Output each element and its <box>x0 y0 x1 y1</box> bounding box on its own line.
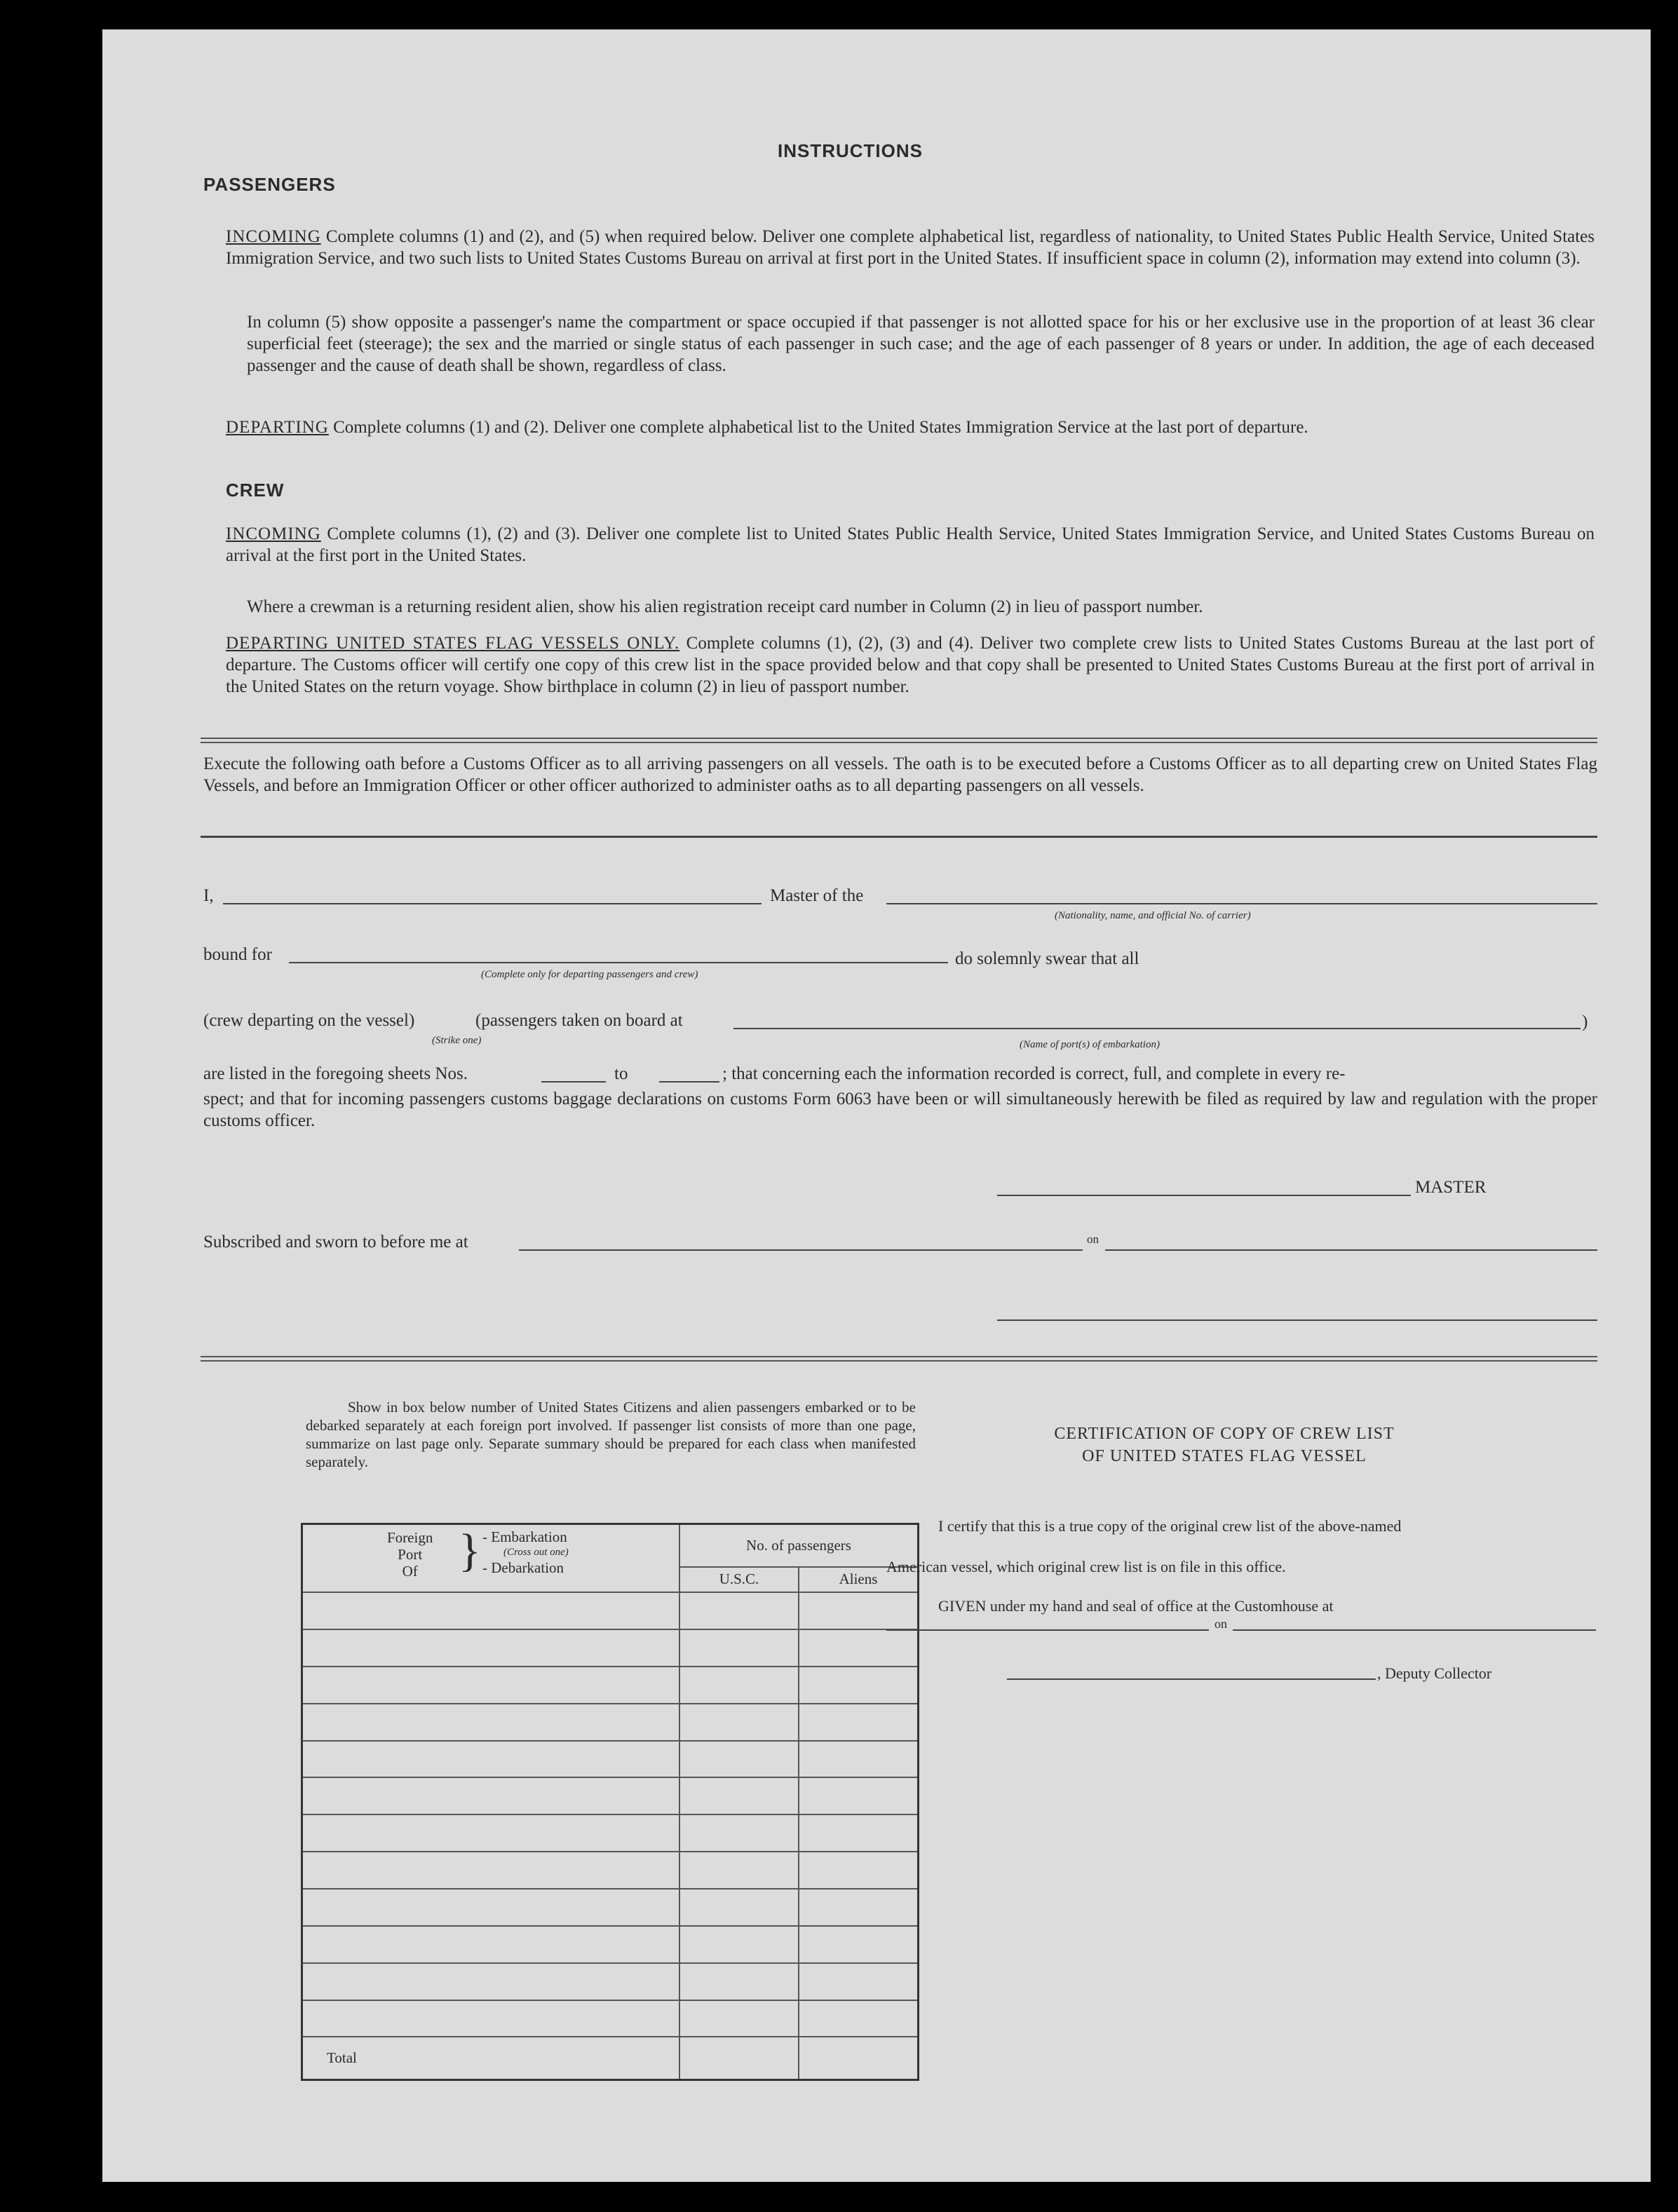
table-row[interactable] <box>302 1592 919 1629</box>
crew-departing-text: Complete columns (1), (2), (3) and (4). Deliver two complete crew lists to United States Customs Bureau at the last port of departure. The Customs officer will certify one copy of this crew list in the space provided below and that copy shall be presented to United States Customs Bureau at the first port of arrival in the United States on the return voyage. Show birthplace in column (2) in lieu of passport number. <box>226 634 1595 696</box>
crew-incoming-paragraph <box>226 523 1595 566</box>
subscribed-label: Subscribed and sworn to before me at <box>203 1233 468 1251</box>
sheets-text-3: spect; and that for incoming passengers customs baggage declarations on customs Form 6063 have been or will simultaneously herewith be filed as required by law and regulation with the proper customs officer. <box>203 1090 1597 1130</box>
master-label: MASTER <box>1415 1178 1487 1197</box>
table-row[interactable] <box>302 1741 919 1778</box>
instructions-title: INSTRUCTIONS <box>778 140 923 161</box>
foreign-label: Foreign <box>387 1529 433 1546</box>
sheet-to-field[interactable] <box>659 1081 719 1083</box>
passenger-summary-table <box>301 1523 919 2081</box>
table-row[interactable] <box>302 1629 919 1667</box>
oath-i-label: I, <box>203 886 214 905</box>
close-paren: ) <box>1582 1012 1588 1031</box>
table-row[interactable] <box>302 1889 919 1926</box>
carrier-field[interactable] <box>886 903 1597 904</box>
embarkation-label: - Embarkation <box>482 1528 567 1545</box>
sheets-to: to <box>614 1064 628 1083</box>
deputy-collector-label: , Deputy Collector <box>1377 1664 1492 1682</box>
passengers-incoming-label: INCOMING <box>226 227 321 246</box>
sheets-text-2: ; that concerning each the information recorded is correct, full, and complete in every re- <box>722 1064 1346 1083</box>
passengers-column5-paragraph: In column (5) show opposite a passenger's name the compartment or space occupied if that passenger is not allotted space for his or her exclusive use in the proportion of at least 36 clear superficial feet (steerage); the sex and the married or single status of each passenger in such case; and the age of each passenger of 8 years or under. In addition, the age of each deceased passenger and the cause of death shall be shown, regardless of class. <box>247 313 1595 375</box>
table-row[interactable] <box>302 1704 919 1741</box>
master-of-the-label: Master of the <box>770 886 864 905</box>
given-text: GIVEN under my hand and seal of office at the Customhouse at <box>938 1597 1334 1615</box>
master-name-field[interactable] <box>223 903 762 904</box>
table-row[interactable] <box>302 1667 919 1704</box>
crew-incoming-text: Complete columns (1), (2) and (3). Deliver one complete list to United States Public Health Service, United States Immigration Service, and United States Customs Bureau on arrival at the first port in the United States. <box>226 524 1595 565</box>
table-row[interactable] <box>302 1814 919 1852</box>
section-divider-2 <box>201 1356 1597 1362</box>
crew-incoming-label: INCOMING <box>226 524 321 543</box>
cert-date-field[interactable] <box>1233 1629 1596 1631</box>
usc-header: U.S.C. <box>679 1567 799 1593</box>
no-passengers-header: No. of passengers <box>679 1524 919 1567</box>
crew-alien-paragraph: Where a crewman is a returning resident alien, show his alien registration receipt card number in Column (2) in lieu of passport number. <box>247 597 1203 616</box>
officer-signature-field[interactable] <box>997 1319 1597 1321</box>
passengers-departing-label: DEPARTING <box>226 418 329 437</box>
oath-divider <box>201 836 1597 838</box>
document-page <box>102 29 1651 2182</box>
summary-instructions: Show in box below number of United States Citizens and alien passengers embarked or to be debarked separately at each foreign port involved. If passenger list consists of more than one page, summarize on last page only. Separate summary should be prepared for each class when manifested separately. <box>306 1399 916 1470</box>
certification-title-2: OF UNITED STATES FLAG VESSEL <box>1082 1447 1367 1465</box>
debarkation-label: - Debarkation <box>482 1559 564 1576</box>
crew-departing-paragraph <box>226 632 1595 698</box>
sheets-text-1: are listed in the foregoing sheets Nos. <box>203 1064 468 1083</box>
passengers-incoming-text: Complete columns (1) and (2), and (5) when required below. Deliver one complete alphabetical list, regardless of nationality, to United States Public Health Service, United States Immigration Service, and two such lists to United States Customs Bureau on arrival at first port in the United States. If insufficient space in column (2), information may extend into column (3). <box>226 227 1595 268</box>
total-label: Total <box>302 2037 680 2079</box>
customhouse-field[interactable] <box>886 1629 1209 1631</box>
oath-intro: Execute the following oath before a Customs Officer as to all arriving passengers on all vessels. The oath is to be executed before a Customs Officer as to all departing crew on United States Flag Vessels, and before an Immigration Officer or other officer authorized to administer oaths as to all departing passengers on all vessels. <box>203 754 1597 795</box>
passengers-taken-option: (passengers taken on board at <box>475 1011 683 1030</box>
certify-text-2: American vessel, which original crew list is on file in this office. <box>886 1558 1286 1575</box>
bound-for-label: bound for <box>203 945 272 964</box>
total-row[interactable] <box>302 2037 919 2079</box>
nationality-caption: (Nationality, name, and official No. of carrier) <box>1055 910 1251 921</box>
master-signature-field[interactable] <box>997 1195 1411 1196</box>
passengers-departing-text: Complete columns (1) and (2). Deliver one complete alphabetical list to the United States Immigration Service at the last port of departure. <box>333 418 1308 437</box>
port-label: Port <box>398 1546 423 1563</box>
section-divider <box>201 738 1597 743</box>
passengers-heading: PASSENGERS <box>203 174 336 195</box>
crew-heading: CREW <box>226 480 285 501</box>
swear-text: do solemnly swear that all <box>955 949 1139 968</box>
bound-for-field[interactable] <box>289 962 948 963</box>
certify-text-1: I certify that this is a true copy of the original crew list of the above-named <box>938 1517 1402 1535</box>
table-row[interactable] <box>302 2000 919 2037</box>
strike-one-caption: (Strike one) <box>432 1035 482 1046</box>
cross-out-caption: (Cross out one) <box>503 1547 569 1558</box>
subscribed-on-label: on <box>1087 1233 1099 1246</box>
table-row[interactable] <box>302 1852 919 1889</box>
passengers-incoming-paragraph <box>226 226 1595 269</box>
subscribed-date-field[interactable] <box>1105 1249 1597 1251</box>
brace-icon: } <box>459 1525 481 1576</box>
crew-departing-option: (crew departing on the vessel) <box>203 1011 415 1030</box>
of-label: Of <box>402 1563 418 1580</box>
crew-departing-label: DEPARTING UNITED STATES FLAG VESSELS ONLY. <box>226 634 680 653</box>
table-row[interactable] <box>302 1963 919 2000</box>
foreign-port-header <box>302 1524 680 1593</box>
table-row[interactable] <box>302 1926 919 1963</box>
certification-title-1: CERTIFICATION OF COPY OF CREW LIST <box>1054 1425 1395 1443</box>
table-row[interactable] <box>302 1777 919 1814</box>
cert-on-label: on <box>1214 1617 1227 1631</box>
sheet-from-field[interactable] <box>541 1081 606 1083</box>
deputy-signature-field[interactable] <box>1007 1678 1376 1680</box>
aliens-header: Aliens <box>799 1567 919 1593</box>
subscribed-place-field[interactable] <box>519 1249 1083 1251</box>
ports-field[interactable] <box>733 1028 1581 1029</box>
passengers-departing-paragraph <box>226 416 1595 438</box>
complete-only-caption: (Complete only for departing passengers and crew) <box>481 969 698 980</box>
ports-caption: (Name of port(s) of embarkation) <box>1020 1039 1160 1050</box>
